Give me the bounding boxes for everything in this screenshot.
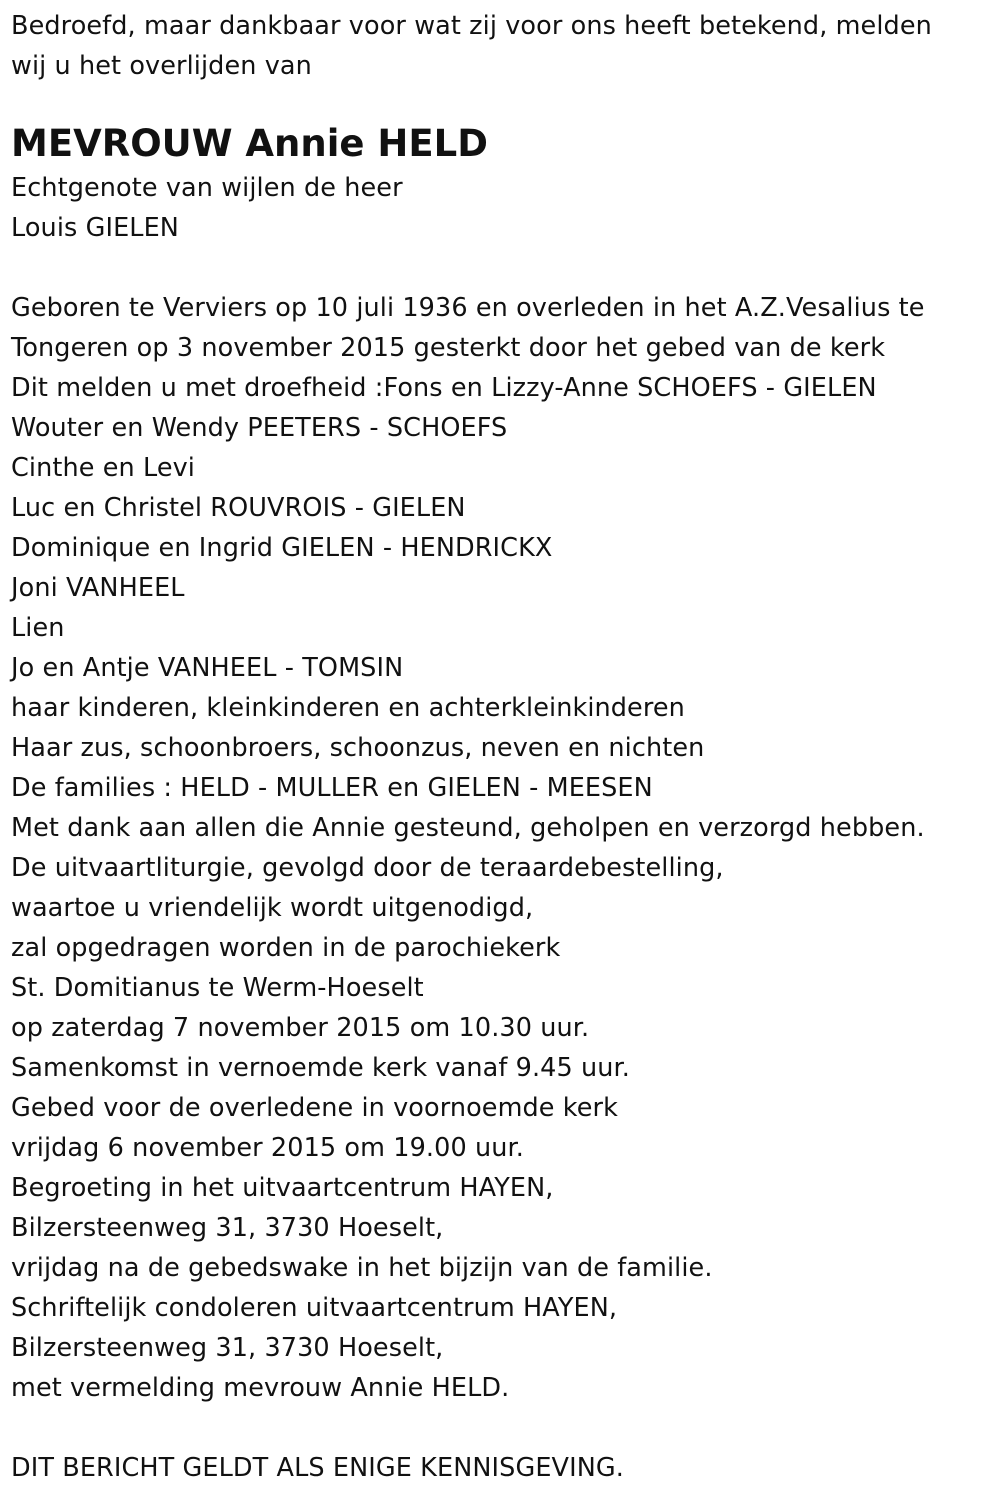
body-line: vrijdag na de gebedswake in het bijzijn van de familie.	[11, 1253, 713, 1283]
body-line: Dit melden u met droefheid :Fons en Lizzy-Anne SCHOEFS - GIELEN	[11, 373, 877, 403]
body-line: Geboren te Verviers op 10 juli 1936 en overleden in het A.Z.Vesalius te	[11, 293, 925, 323]
body-line: Tongeren op 3 november 2015 gesterkt door het gebed van de kerk	[11, 333, 886, 363]
intro-line: Bedroefd, maar dankbaar voor wat zij voor ons heeft betekend, melden	[11, 11, 932, 41]
body-line: Wouter en Wendy PEETERS - SCHOEFS	[11, 413, 508, 443]
body-line: vrijdag 6 november 2015 om 19.00 uur.	[11, 1133, 524, 1163]
body-line: waartoe u vriendelijk wordt uitgenodigd,	[11, 893, 534, 923]
body-line: Bilzersteenweg 31, 3730 Hoeselt,	[11, 1333, 444, 1363]
body-line: Luc en Christel ROUVROIS - GIELEN	[11, 493, 466, 523]
body-line: met vermelding mevrouw Annie HELD.	[11, 1373, 510, 1403]
intro-line: wij u het overlijden van	[11, 51, 312, 81]
body-line: De families : HELD - MULLER en GIELEN - MEESEN	[11, 773, 653, 803]
obituary-document	[11, 6, 991, 1488]
body-line: Gebed voor de overledene in voornoemde kerk	[11, 1093, 618, 1123]
body-line: zal opgedragen worden in de parochiekerk	[11, 933, 561, 963]
body-line: op zaterdag 7 november 2015 om 10.30 uur.	[11, 1013, 590, 1043]
spacer	[11, 1408, 991, 1448]
body-line: Dominique en Ingrid GIELEN - HENDRICKX	[11, 533, 553, 563]
deceased-name: MEVROUW Annie HELD	[11, 122, 488, 165]
body-line: Schriftelijk condoleren uitvaartcentrum HAYEN,	[11, 1293, 618, 1323]
body-line: Joni VANHEEL	[11, 573, 185, 603]
body-line: Jo en Antje VANHEEL - TOMSIN	[11, 653, 404, 683]
closing-notice: DIT BERICHT GELDT ALS ENIGE KENNISGEVING.	[11, 1453, 624, 1483]
body-line: Lien	[11, 613, 65, 643]
body-line: De uitvaartliturgie, gevolgd door de teraardebestelling,	[11, 853, 724, 883]
body-line: Bilzersteenweg 31, 3730 Hoeselt,	[11, 1213, 444, 1243]
body-line: Haar zus, schoonbroers, schoonzus, neven en nichten	[11, 733, 705, 763]
spouse-line: Echtgenote van wijlen de heer	[11, 173, 403, 203]
body-line: Samenkomst in vernoemde kerk vanaf 9.45 uur.	[11, 1053, 630, 1083]
body-line: St. Domitianus te Werm-Hoeselt	[11, 973, 424, 1003]
body-line: Met dank aan allen die Annie gesteund, geholpen en verzorgd hebben.	[11, 813, 925, 843]
body-line: Begroeting in het uitvaartcentrum HAYEN,	[11, 1173, 554, 1203]
body-line: Cinthe en Levi	[11, 453, 195, 483]
spouse-line: Louis GIELEN	[11, 213, 179, 243]
body-line: haar kinderen, kleinkinderen en achterkleinkinderen	[11, 693, 685, 723]
spacer	[11, 248, 991, 288]
